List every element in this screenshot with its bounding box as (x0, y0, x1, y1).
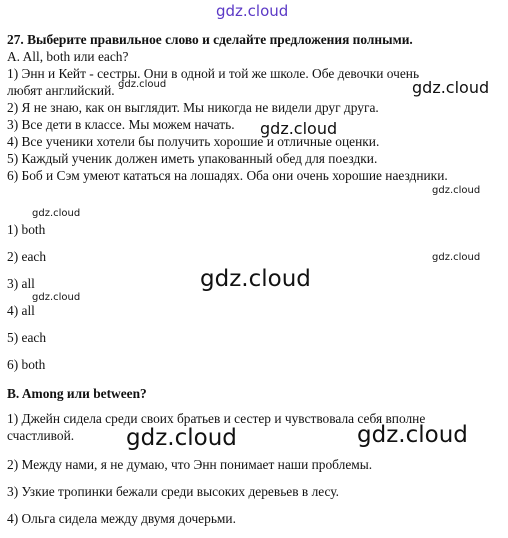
answer-line: 3) all (7, 276, 35, 291)
watermark-inline: gdz.cloud (412, 78, 490, 97)
answer-line: 1) both (7, 222, 46, 237)
watermark-inline: gdz.cloud (357, 422, 468, 448)
section-a-sentence: 5) Каждый ученик должен иметь упакованный обед для поездки. (7, 151, 378, 166)
exercise-heading: 27. Выберите правильное слово и сделайте предложения полными. (7, 32, 413, 47)
watermark-inline: gdz.cloud (432, 252, 481, 263)
section-a-title: A. All, both или each? (7, 49, 129, 64)
answer-line: 5) each (7, 330, 47, 345)
watermark-center: gdz.cloud (200, 266, 311, 292)
answer-line: 2) each (7, 249, 47, 264)
answer-line: 6) both (7, 357, 46, 372)
section-a-sentence: 4) Все ученики хотели бы получить хорошие и отличные оценки. (7, 134, 380, 149)
section-b-sentence: 2) Между нами, я не думаю, что Энн понимает наши проблемы. (7, 457, 373, 472)
section-a-sentence: 3) Все дети в классе. Мы можем начать. (7, 117, 235, 132)
section-b-title: B. Among или between? (7, 386, 147, 401)
watermark-top: gdz.cloud (216, 2, 289, 20)
section-a-sentence: 2) Я не знаю, как он выглядит. Мы никогда не видели друг друга. (7, 100, 379, 115)
section-a-sentence: любят английский. (7, 83, 115, 98)
section-b-sentence: счастливой. (7, 428, 75, 443)
watermark-inline: gdz.cloud (32, 208, 81, 219)
watermark-inline: gdz.cloud (126, 425, 237, 451)
answer-line: 4) all (7, 303, 35, 318)
section-b-sentence: 1) Джейн сидела среди своих братьев и сестер и чувствовала себя вполне (7, 411, 426, 426)
watermark-inline: gdz.cloud (32, 292, 81, 303)
section-b-sentence: 3) Узкие тропинки бежали среди высоких деревьев в лесу. (7, 484, 340, 499)
section-b-sentence: 4) Ольга сидела между двумя дочерьми. (7, 511, 236, 526)
section-a-sentence: 6) Боб и Сэм умеют кататься на лошадях. Оба они очень хорошие наездники. (7, 168, 448, 183)
watermark-inline: gdz.cloud (118, 79, 167, 90)
section-a-sentence: 1) Энн и Кейт - сестры. Они в одной и той же школе. Обе девочки очень (7, 66, 420, 81)
watermark-inline: gdz.cloud (432, 185, 481, 196)
watermark-inline: gdz.cloud (260, 119, 338, 138)
